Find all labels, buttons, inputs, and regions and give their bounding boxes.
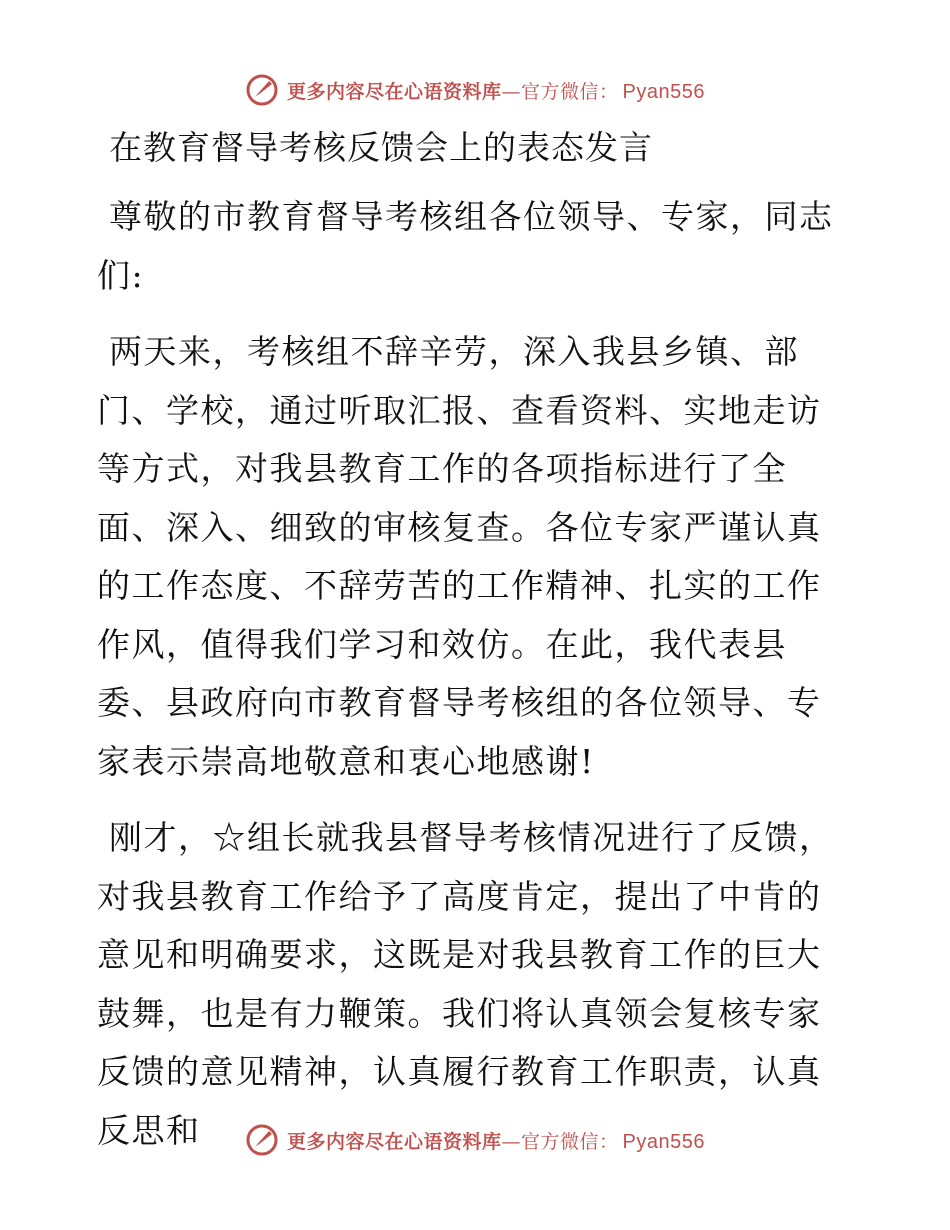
banner-wechat-label: 官方微信： xyxy=(521,1130,619,1153)
banner-wechat-id: Pyan556 xyxy=(622,1130,705,1153)
paragraph-salutation: 尊敬的市教育督导考核组各位领导、专家，同志们: xyxy=(97,197,834,295)
banner-dash: — xyxy=(501,80,522,103)
document-body xyxy=(97,122,853,1178)
banner-text xyxy=(287,1127,705,1154)
feather-pen-logo-icon xyxy=(245,73,279,107)
paragraph-thanks: 两天来，考核组不辞辛劳，深入我县乡镇、部门、学校，通过听取汇报、查看资料、实地走访等方式，对我县教育工作的各项指标进行了全面、深入、细致的审核复查。各位专家严谨认真的工作态度、不辞劳苦的工作精神、扎实的工作作风，值得我们学习和效仿。在此，我代表县委、县政府向市教育督导考核组的各位领导、专家表示崇高地敬意和衷心地感谢! xyxy=(97,332,822,781)
header-banner xyxy=(0,70,950,110)
banner-wechat-id: Pyan556 xyxy=(622,80,705,103)
banner-main-text: 更多内容尽在心语资料库 xyxy=(287,80,502,103)
document-title: 在教育督导考核反馈会上的表态发言 xyxy=(109,128,653,167)
banner-dash: — xyxy=(501,1130,522,1153)
banner-text xyxy=(287,77,705,104)
footer-banner xyxy=(0,1120,950,1160)
banner-wechat-label: 官方微信： xyxy=(521,80,619,103)
paragraph-feedback: 刚才，☆组长就我县督导考核情况进行了反馈，对我县教育工作给予了高度肯定，提出了中肯的意见和明确要求，这既是对我县教育工作的巨大鼓舞，也是有力鞭策。我们将认真领会复核专家反馈的意见精神，认真履行教育工作职责，认真反思和 xyxy=(97,818,834,1150)
banner-main-text: 更多内容尽在心语资料库 xyxy=(287,1130,502,1153)
feather-pen-logo-icon xyxy=(245,1123,279,1157)
